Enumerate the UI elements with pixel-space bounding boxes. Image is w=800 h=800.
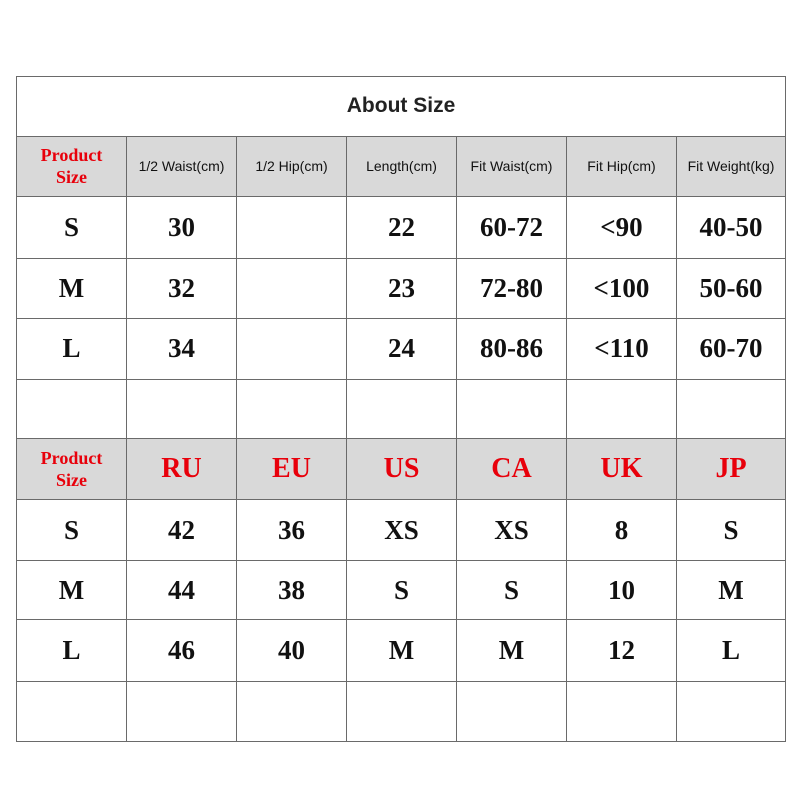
region-uk-header: UK <box>567 439 677 500</box>
table-row <box>17 619 786 682</box>
table-cell: 36 <box>237 499 347 561</box>
blank-row <box>17 682 786 742</box>
fit-weight-header: Fit Weight(kg) <box>677 136 786 197</box>
table-cell: 72-80 <box>457 258 567 319</box>
table-cell: S <box>457 561 567 620</box>
half-hip-header: 1/2 Hip(cm) <box>237 136 347 197</box>
length-header: Length(cm) <box>347 136 457 197</box>
table-cell: 23 <box>347 258 457 319</box>
table-cell: 40 <box>237 619 347 682</box>
table-cell: XS <box>347 499 457 561</box>
table-cell <box>237 319 347 380</box>
table-cell: 44 <box>127 561 237 620</box>
table-title: About Size <box>17 77 786 137</box>
region-us-header: US <box>347 439 457 500</box>
table-cell: <90 <box>567 197 677 259</box>
table-cell: S <box>677 499 786 561</box>
table-cell: 34 <box>127 319 237 380</box>
table-cell: 40-50 <box>677 197 786 259</box>
table-cell: 80-86 <box>457 319 567 380</box>
table-cell: 32 <box>127 258 237 319</box>
title-row <box>17 77 786 137</box>
size-chart-table <box>16 76 786 742</box>
measurement-header-row <box>17 136 786 197</box>
size-cell: S <box>17 197 127 259</box>
table-cell: <100 <box>567 258 677 319</box>
region-ru-header: RU <box>127 439 237 500</box>
product-size-header-line2: Size <box>56 167 87 188</box>
size-cell: L <box>17 619 127 682</box>
size-cell: M <box>17 258 127 319</box>
table-row <box>17 499 786 561</box>
table-cell: M <box>457 619 567 682</box>
table-cell <box>237 197 347 259</box>
table-cell: M <box>677 561 786 620</box>
size-cell: S <box>17 499 127 561</box>
table-cell: S <box>347 561 457 620</box>
region-eu-header: EU <box>237 439 347 500</box>
table-cell: XS <box>457 499 567 561</box>
table-cell: 12 <box>567 619 677 682</box>
region-header-row <box>17 439 786 500</box>
table-row <box>17 258 786 319</box>
table-cell: 24 <box>347 319 457 380</box>
blank-row <box>17 379 786 439</box>
product-size-header-line1: Product <box>40 447 103 468</box>
table-row <box>17 319 786 380</box>
size-cell: M <box>17 561 127 620</box>
product-size-header-line2: Size <box>56 469 87 490</box>
region-ca-header: CA <box>457 439 567 500</box>
table-cell: 22 <box>347 197 457 259</box>
table-cell: 46 <box>127 619 237 682</box>
table-cell: M <box>347 619 457 682</box>
size-cell: L <box>17 319 127 380</box>
table-cell: 50-60 <box>677 258 786 319</box>
fit-hip-header: Fit Hip(cm) <box>567 136 677 197</box>
table-cell: 60-72 <box>457 197 567 259</box>
half-waist-header: 1/2 Waist(cm) <box>127 136 237 197</box>
table-cell: 38 <box>237 561 347 620</box>
product-size-header <box>17 439 127 500</box>
table-cell: 30 <box>127 197 237 259</box>
product-size-header <box>17 136 127 197</box>
table-cell: 8 <box>567 499 677 561</box>
table-cell: L <box>677 619 786 682</box>
table-row <box>17 561 786 620</box>
region-jp-header: JP <box>677 439 786 500</box>
table-row <box>17 197 786 259</box>
table-cell: 60-70 <box>677 319 786 380</box>
table-cell <box>237 258 347 319</box>
table-cell: 42 <box>127 499 237 561</box>
fit-waist-header: Fit Waist(cm) <box>457 136 567 197</box>
product-size-header-line1: Product <box>40 145 103 166</box>
table-cell: 10 <box>567 561 677 620</box>
table-cell: <110 <box>567 319 677 380</box>
